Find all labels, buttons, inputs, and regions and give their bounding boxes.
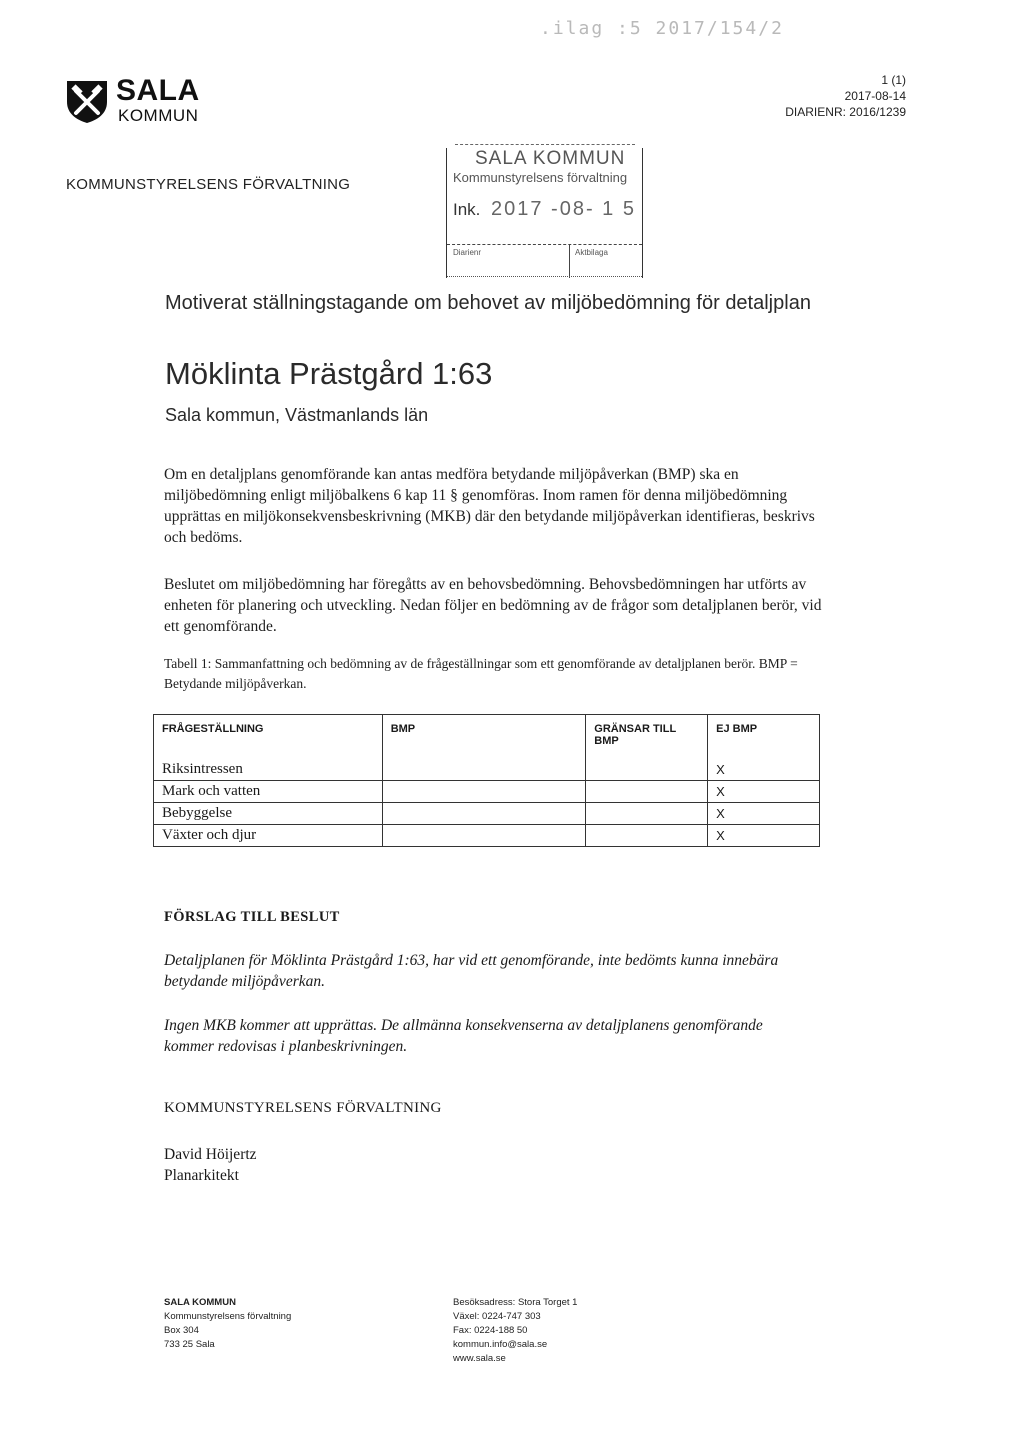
table-row	[154, 759, 820, 781]
bilaga-stamp: .ilag :5 2017/154/2	[540, 18, 784, 39]
column-header: FRÅGESTÄLLNING	[154, 715, 383, 760]
stamp-org: SALA KOMMUN	[475, 148, 626, 169]
diarienr: DIARIENR: 2016/1239	[785, 105, 906, 119]
table-cell	[382, 825, 586, 847]
signature-name: David Höijertz	[164, 1146, 257, 1163]
table-cell: Riksintressen	[154, 759, 383, 781]
footer-line: www.sala.se	[453, 1353, 506, 1364]
stamp-border	[447, 276, 642, 277]
footer-line: kommun.info@sala.se	[453, 1339, 548, 1350]
department-header: KOMMUNSTYRELSENS FÖRVALTNING	[66, 176, 351, 193]
footer-line: Kommunstyrelsens förvaltning	[164, 1311, 292, 1322]
proposal-heading: FÖRSLAG TILL BESLUT	[164, 909, 340, 925]
table-cell: X	[708, 759, 820, 781]
column-header: GRÄNSAR TILL BMP	[586, 715, 708, 760]
table-cell	[382, 781, 586, 803]
assessment-paragraph: Beslutet om miljöbedömning har föregåtts av en behovsbedömning. Behovsbedömningen har utförts av enheten för planering och utveckling. Nedan följer en bedömning av de frågor som detaljplanen berör, vid ett genomförande.	[164, 576, 822, 635]
place-title: Möklinta Prästgård 1:63	[165, 356, 493, 391]
table-cell	[586, 781, 708, 803]
column-header: EJ BMP	[708, 715, 820, 760]
table-caption: Tabell 1: Sammanfattning och bedömning av de frågeställningar som ett genomförande av detaljplanen berör. BMP = Betydande miljöpåverkan.	[164, 656, 798, 691]
page-number: 1 (1)	[881, 73, 906, 87]
logo-name: SALA	[116, 74, 200, 107]
footer-contact	[453, 1296, 577, 1366]
table-cell: Mark och vatten	[154, 781, 383, 803]
stamp-ink-label: Ink.	[453, 200, 481, 219]
table-row	[154, 825, 820, 847]
table-row	[154, 803, 820, 825]
municipality-subtitle: Sala kommun, Västmanlands län	[165, 405, 429, 425]
document-title: Motiverat ställningstagande om behovet av miljöbedömning för detaljplan	[165, 292, 811, 314]
intro-paragraph: Om en detaljplans genomförande kan antas medföra betydande miljöpåverkan (BMP) ska en miljöbedömning enligt miljöbalkens 6 kap 11 § genomföras. Inom ramen för denna miljöbedömning upprättas en miljökonsekvensbeskrivning (MKB) där den betydande miljöpåverkan identifieras, beskrivs och bedöms.	[164, 466, 815, 546]
stamp-diarienr-label: Diarienr	[453, 248, 482, 257]
signature-department: KOMMUNSTYRELSENS FÖRVALTNING	[164, 1100, 442, 1116]
stamp-aktbilaga-label: Aktbilaga	[575, 248, 608, 257]
table-cell: X	[708, 825, 820, 847]
table-cell	[586, 803, 708, 825]
table-row	[154, 781, 820, 803]
table-cell	[382, 803, 586, 825]
stamp-sub: Kommunstyrelsens förvaltning	[453, 170, 628, 185]
table-header-row	[154, 715, 820, 760]
table-cell	[382, 759, 586, 781]
assessment-table	[153, 714, 820, 847]
footer-line: Växel: 0224-747 303	[453, 1311, 541, 1322]
stamp-date: 2017 -08- 1 5	[491, 198, 636, 220]
stamp-divider	[569, 244, 570, 278]
column-header: BMP	[382, 715, 586, 760]
table-cell: X	[708, 781, 820, 803]
table-cell: Växter och djur	[154, 825, 383, 847]
footer-line: Besöksadress: Stora Torget 1	[453, 1297, 578, 1308]
stamp-border	[455, 144, 635, 145]
footer-line: Fax: 0224-188 50	[453, 1325, 528, 1336]
proposal-paragraph: Detaljplanen för Möklinta Prästgård 1:63, har vid ett genomförande, inte bedömts kunna innebära betydande miljöpåverkan.	[164, 952, 779, 990]
table-cell: Bebyggelse	[154, 803, 383, 825]
footer-line: 733 25 Sala	[164, 1339, 215, 1350]
footer-address	[164, 1296, 291, 1352]
table-cell	[586, 825, 708, 847]
footer-line: Box 304	[164, 1325, 199, 1336]
signature-title: Planarkitekt	[164, 1167, 239, 1184]
sala-logo	[64, 74, 234, 126]
stamp-divider	[447, 244, 642, 245]
proposal-paragraph: Ingen MKB kommer att upprättas. De allmänna konsekvenserna av detaljplanens genomförande kommer redovisas i planbeskrivningen.	[164, 1017, 763, 1055]
logo-sub: KOMMUN	[118, 106, 199, 125]
received-stamp	[446, 148, 643, 278]
footer-line: SALA KOMMUN	[164, 1297, 236, 1308]
document-meta	[785, 72, 906, 120]
table-cell: X	[708, 803, 820, 825]
table-cell	[586, 759, 708, 781]
hammer-shield-icon	[64, 78, 110, 124]
document-date: 2017-08-14	[844, 89, 906, 103]
